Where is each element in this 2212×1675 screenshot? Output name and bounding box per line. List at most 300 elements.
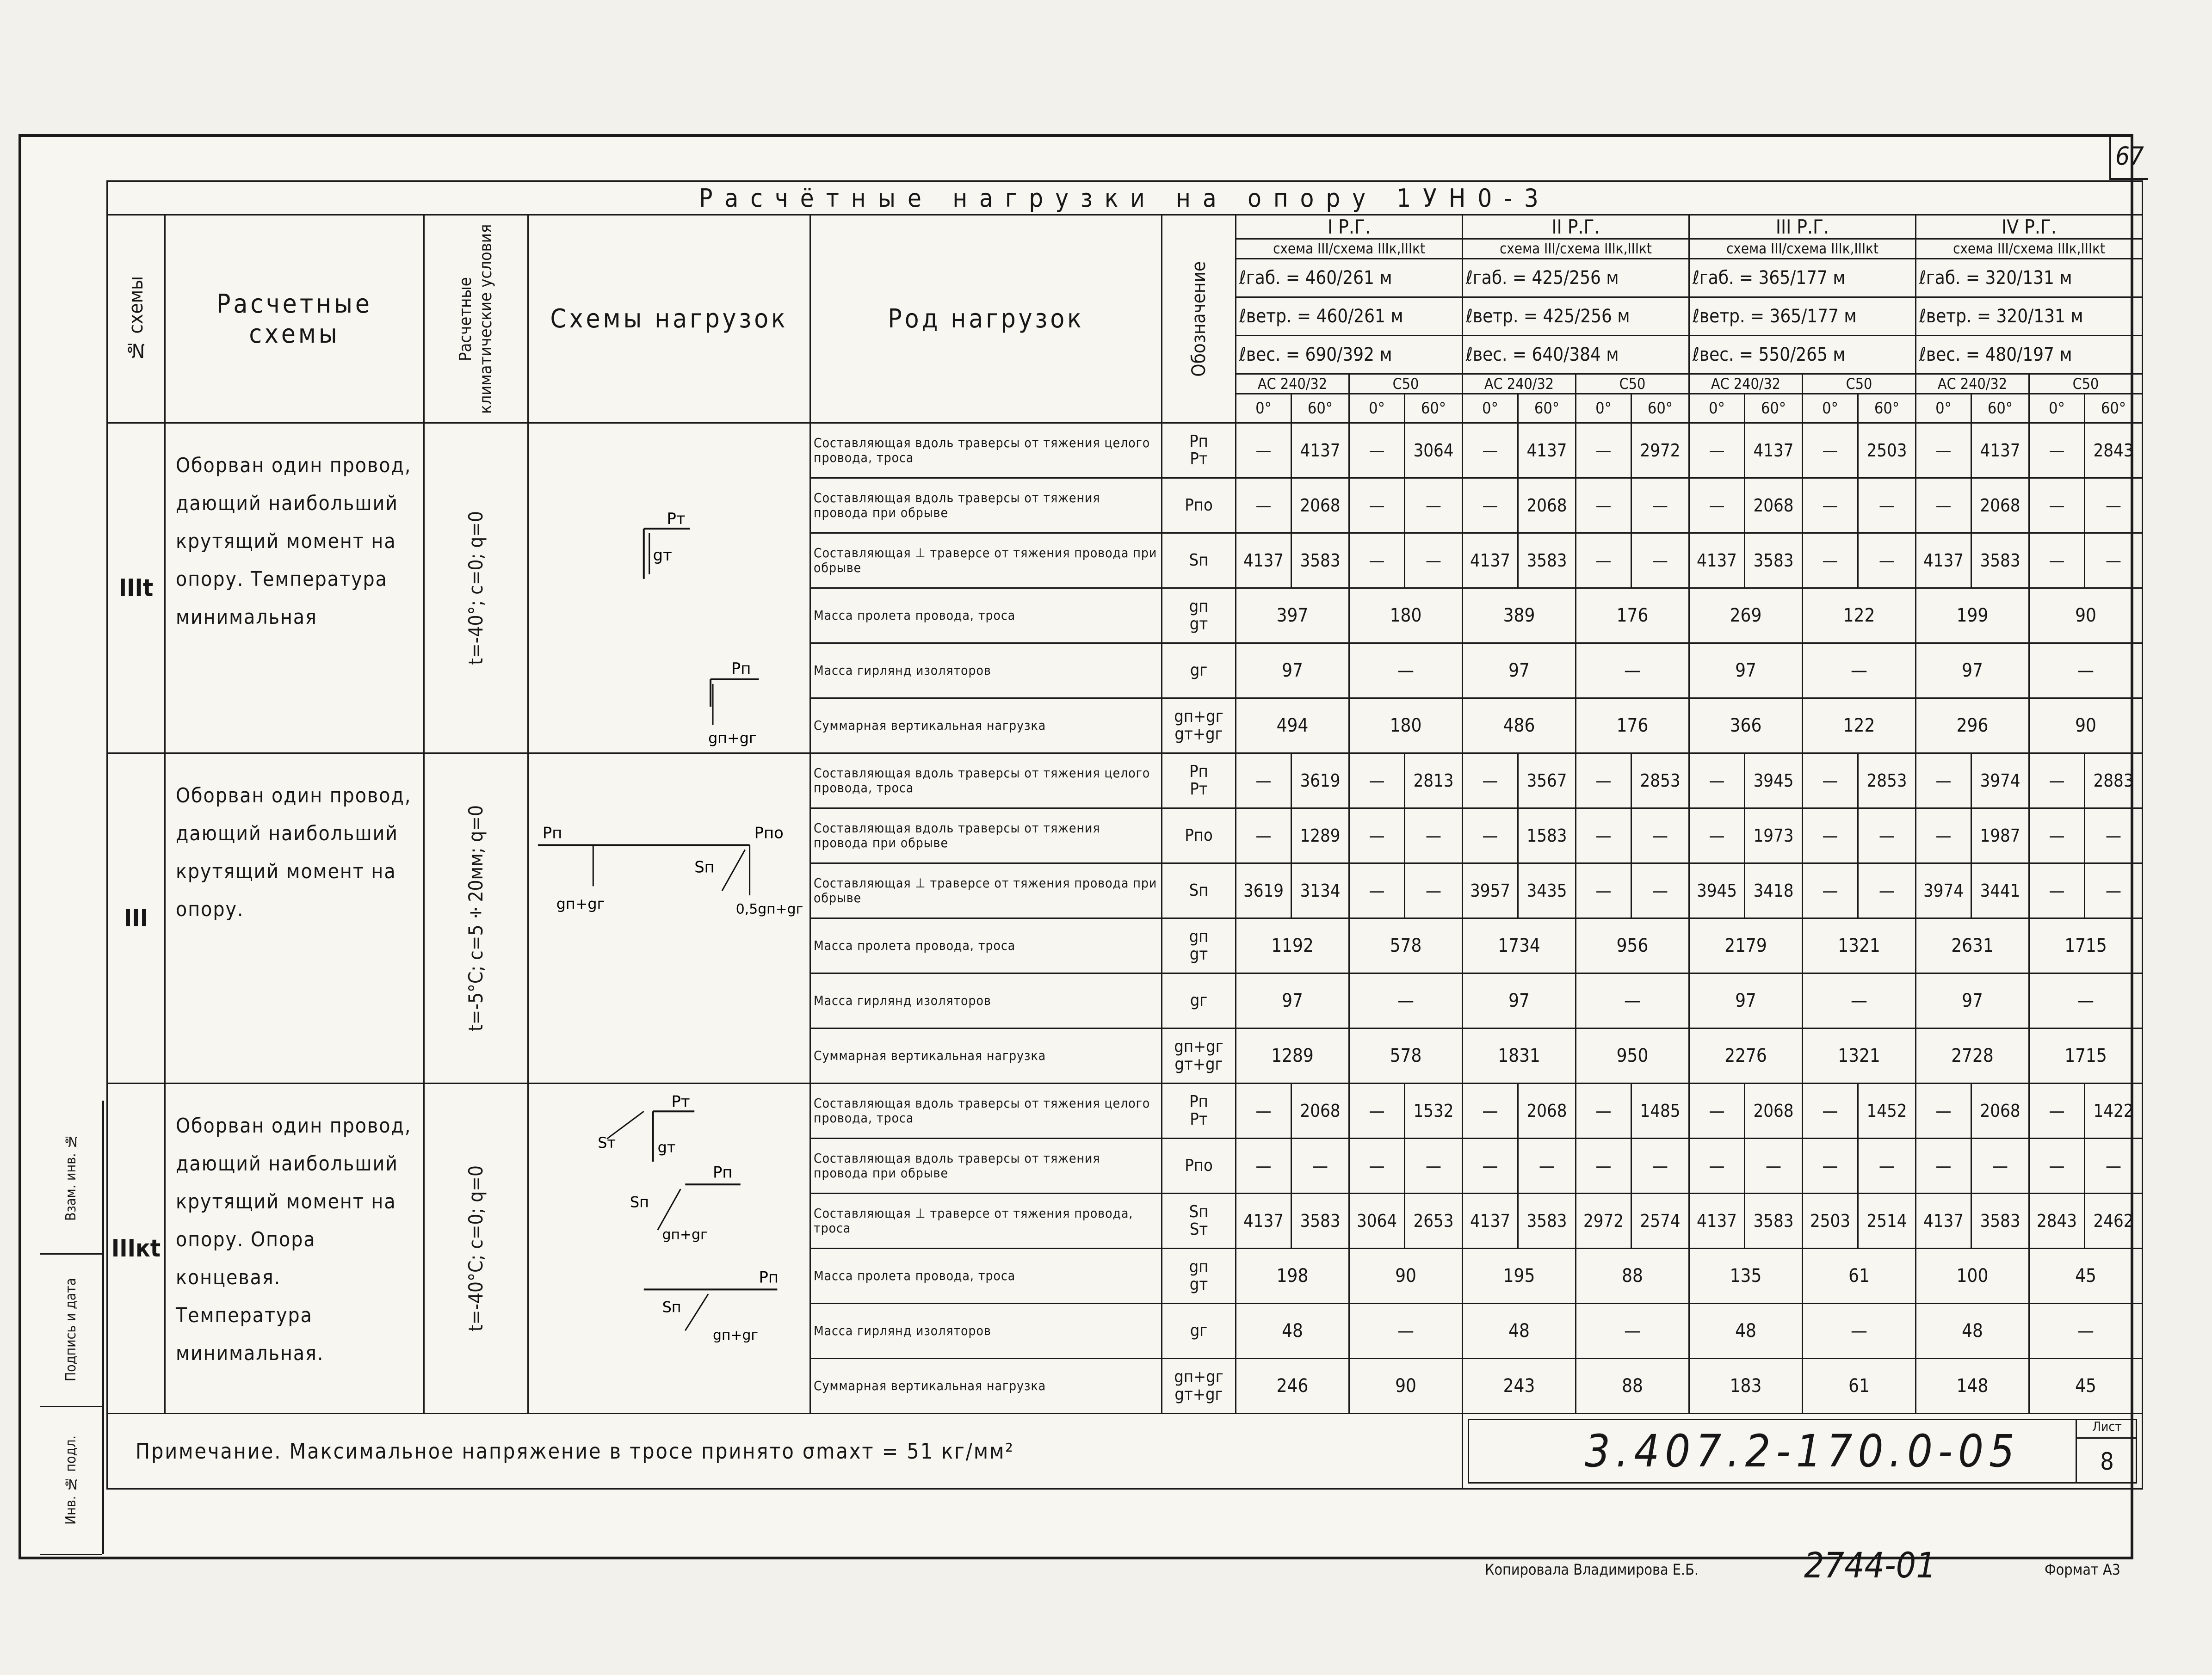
angle-cell: 0°	[1576, 394, 1631, 423]
value-cell: 2462	[2085, 1194, 2143, 1249]
value-cell: —	[1745, 1139, 1803, 1194]
value-cell: —	[1349, 1139, 1405, 1194]
load-symbol: Pп Pт	[1162, 1084, 1236, 1139]
region-3-wire: АС 240/32	[1689, 374, 1803, 394]
value-cell: 950	[1576, 1028, 1689, 1084]
value-cell: —	[2029, 423, 2085, 478]
value-cell: 199	[1916, 588, 2029, 643]
diagram-label: gп+gг	[708, 730, 757, 747]
value-cell: —	[1349, 643, 1463, 698]
value-cell: 3974	[1971, 753, 2029, 808]
value-cell: 1532	[1405, 1084, 1463, 1139]
value-cell: 195	[1463, 1249, 1576, 1304]
region-4-rope: С50	[2029, 374, 2143, 394]
note: Примечание. Максимальное напряжение в тросе принято σmaxт = 51 кг/мм²	[107, 1414, 1463, 1489]
title-block	[1463, 1414, 2143, 1489]
value-cell: 4137	[1291, 423, 1349, 478]
value-cell: 4137	[1689, 533, 1745, 588]
value-cell: 2068	[1291, 1084, 1349, 1139]
diagram-label: gп+gг	[556, 896, 605, 913]
value-cell: 3583	[1971, 533, 2029, 588]
value-cell: 1973	[1745, 808, 1803, 863]
load-symbol: Sп	[1162, 533, 1236, 588]
value-cell: 90	[1349, 1249, 1463, 1304]
value-cell: —	[1803, 478, 1858, 533]
value-cell: 176	[1576, 698, 1689, 753]
value-cell: 45	[2029, 1249, 2143, 1304]
diagram-label: gп+gг	[662, 1226, 708, 1243]
value-cell: —	[1916, 478, 1971, 533]
load-symbol: gп+gг gт+gг	[1162, 1028, 1236, 1084]
value-cell: —	[1576, 1084, 1631, 1139]
value-cell: 3619	[1291, 753, 1349, 808]
value-cell: 2853	[1631, 753, 1689, 808]
value-cell: —	[1689, 1084, 1745, 1139]
value-cell: 3064	[1349, 1194, 1405, 1249]
diagram-label: Pп	[759, 1268, 779, 1287]
value-cell: 4137	[1236, 533, 1291, 588]
load-symbol: gп gт	[1162, 588, 1236, 643]
value-cell: 3619	[1236, 863, 1291, 918]
value-cell: —	[2085, 863, 2143, 918]
scheme-description: Оборван один провод, дающий наибольший крутящий момент на опору. Температура минимальная	[165, 423, 424, 753]
loads-table	[106, 180, 2143, 1490]
value-cell: 1583	[1518, 808, 1576, 863]
region-1-lgab: ℓгаб. = 460/261 м	[1236, 259, 1463, 297]
value-cell: —	[1349, 808, 1405, 863]
value-cell: —	[2029, 643, 2143, 698]
value-cell: 1831	[1463, 1028, 1576, 1084]
header-conditions: Расчетные климатические условия	[424, 215, 528, 423]
angle-cell: 60°	[2085, 394, 2143, 423]
value-cell: —	[1689, 808, 1745, 863]
load-type: Масса гирлянд изоляторов	[810, 1304, 1162, 1359]
copied-by: Копировала Владимирова Е.Б.	[1485, 1561, 1699, 1578]
value-cell: 2068	[1745, 478, 1803, 533]
value-cell: —	[1803, 1304, 1916, 1359]
value-cell: 45	[2029, 1359, 2143, 1414]
value-cell: —	[1803, 423, 1858, 478]
region-4-lves: ℓвес. = 480/197 м	[1916, 336, 2143, 374]
scheme-id: IIIt	[107, 423, 165, 753]
value-cell: 296	[1916, 698, 2029, 753]
value-cell: —	[1349, 423, 1405, 478]
load-symbol: gг	[1162, 973, 1236, 1028]
load-diagram	[528, 423, 810, 753]
value-cell: 3567	[1518, 753, 1576, 808]
value-cell: —	[1236, 423, 1291, 478]
value-cell: 176	[1576, 588, 1689, 643]
scheme-id: IIIкt	[107, 1084, 165, 1414]
value-cell: 2972	[1631, 423, 1689, 478]
side-stamp-replaced: Взам. инв. №	[40, 1101, 102, 1255]
value-cell: 1192	[1236, 918, 1349, 973]
region-3-rope: С50	[1803, 374, 1916, 394]
region-2-title: II Р.Г.	[1463, 215, 1689, 239]
value-cell: —	[1576, 973, 1689, 1028]
value-cell: 3945	[1689, 863, 1745, 918]
value-cell: 2068	[1291, 478, 1349, 533]
header-load-type: Род нагрузок	[810, 215, 1162, 423]
value-cell: 3441	[1971, 863, 2029, 918]
value-cell: —	[2085, 533, 2143, 588]
value-cell: 4137	[1463, 533, 1518, 588]
load-type: Масса гирлянд изоляторов	[810, 973, 1162, 1028]
value-cell: —	[1349, 973, 1463, 1028]
archive-stamp: 2744-01	[1804, 1545, 1936, 1586]
value-cell: 3134	[1291, 863, 1349, 918]
region-3-sub: схема III/схема IIIк,IIIкt	[1689, 239, 1916, 259]
value-cell: —	[1803, 643, 1916, 698]
value-cell: —	[1803, 1084, 1858, 1139]
region-2-lves: ℓвес. = 640/384 м	[1463, 336, 1689, 374]
value-cell: —	[1518, 1139, 1576, 1194]
value-cell: —	[1236, 1139, 1291, 1194]
diagram-label: Pп	[731, 659, 751, 678]
table-row	[107, 423, 2143, 478]
climatic-conditions: t=-40°C; c=0; q=0	[424, 1084, 528, 1414]
table-row	[107, 1084, 2143, 1139]
region-1-wire: АС 240/32	[1236, 374, 1349, 394]
value-cell: 2068	[1745, 1084, 1803, 1139]
value-cell: 97	[1916, 643, 2029, 698]
value-cell: —	[1858, 863, 1916, 918]
load-type: Масса гирлянд изоляторов	[810, 643, 1162, 698]
value-cell: 2503	[1858, 423, 1916, 478]
load-diagram	[528, 753, 810, 1084]
value-cell: 956	[1576, 918, 1689, 973]
value-cell: —	[1631, 478, 1689, 533]
value-cell: 97	[1236, 643, 1349, 698]
angle-cell: 60°	[1291, 394, 1349, 423]
value-cell: 2813	[1405, 753, 1463, 808]
load-symbol: Sп	[1162, 863, 1236, 918]
value-cell: 2574	[1631, 1194, 1689, 1249]
diagram-label: Sп	[630, 1194, 649, 1211]
load-type: Масса пролета провода, троса	[810, 1249, 1162, 1304]
value-cell: —	[1463, 808, 1518, 863]
header-designation: Обозначение	[1162, 215, 1236, 423]
value-cell: 1289	[1236, 1028, 1349, 1084]
value-cell: —	[1463, 1139, 1518, 1194]
value-cell: —	[1858, 808, 1916, 863]
value-cell: 148	[1916, 1359, 2029, 1414]
load-symbol: Sп Sт	[1162, 1194, 1236, 1249]
value-cell: —	[2029, 973, 2143, 1028]
value-cell: —	[1349, 1304, 1463, 1359]
load-type: Составляющая вдоль траверсы от тяжения целого провода, троса	[810, 423, 1162, 478]
value-cell: 183	[1689, 1359, 1803, 1414]
load-type: Составляющая ⊥ траверсе от тяжения провода при обрыве	[810, 863, 1162, 918]
value-cell: —	[1236, 808, 1291, 863]
value-cell: 3583	[1518, 1194, 1576, 1249]
header-scheme-no: № схемы	[107, 215, 165, 423]
value-cell: —	[1803, 808, 1858, 863]
value-cell: 1321	[1803, 1028, 1916, 1084]
diagram-label: 0,5gп+gг	[735, 901, 803, 918]
angle-cell: 0°	[2029, 394, 2085, 423]
sheet-number: 8	[2100, 1448, 2114, 1476]
angle-cell: 60°	[1518, 394, 1576, 423]
value-cell: —	[1631, 863, 1689, 918]
diagram-label: Pт	[671, 1092, 690, 1111]
angle-cell: 0°	[1689, 394, 1745, 423]
load-type: Составляющая ⊥ траверсе от тяжения провода при обрыве	[810, 533, 1162, 588]
header-schemes: Расчетные схемы	[165, 215, 424, 423]
value-cell: —	[1349, 753, 1405, 808]
value-cell: —	[1349, 1084, 1405, 1139]
diagram-label: Sп	[662, 1299, 681, 1316]
diagram-label: Pт	[667, 510, 686, 528]
value-cell: —	[2029, 1139, 2085, 1194]
value-cell: 3064	[1405, 423, 1463, 478]
load-type: Составляющая вдоль траверсы от тяжения провода при обрыве	[810, 808, 1162, 863]
value-cell: 61	[1803, 1249, 1916, 1304]
value-cell: —	[2085, 808, 2143, 863]
load-diagram	[528, 1084, 810, 1414]
value-cell: —	[1576, 643, 1689, 698]
value-cell: 48	[1689, 1304, 1803, 1359]
table-title: Расчётные нагрузки на опору 1УН0-3	[107, 181, 2143, 215]
value-cell: —	[2029, 1304, 2143, 1359]
value-cell: 578	[1349, 1028, 1463, 1084]
region-1-rope: С50	[1349, 374, 1463, 394]
region-4-title: IV Р.Г.	[1916, 215, 2143, 239]
region-2-lgab: ℓгаб. = 425/256 м	[1463, 259, 1689, 297]
value-cell: —	[1858, 478, 1916, 533]
load-type: Составляющая вдоль траверсы от тяжения целого провода, троса	[810, 1084, 1162, 1139]
value-cell: —	[1576, 808, 1631, 863]
value-cell: 4137	[1971, 423, 2029, 478]
document-code: 3.407.2-170.0-05	[1585, 1425, 2020, 1477]
value-cell: 1452	[1858, 1084, 1916, 1139]
value-cell: 3583	[1291, 533, 1349, 588]
load-type: Суммарная вертикальная нагрузка	[810, 1028, 1162, 1084]
value-cell: —	[1576, 423, 1631, 478]
value-cell: 2276	[1689, 1028, 1803, 1084]
angle-cell: 0°	[1463, 394, 1518, 423]
value-cell: 2843	[2029, 1194, 2085, 1249]
value-cell: —	[1916, 753, 1971, 808]
value-cell: 486	[1463, 698, 1576, 753]
value-cell: 397	[1236, 588, 1349, 643]
region-2-wire: АС 240/32	[1463, 374, 1576, 394]
side-stamp-inventory: Инв. № подл.	[40, 1406, 102, 1555]
value-cell: 2068	[1518, 478, 1576, 533]
value-cell: 4137	[1745, 423, 1803, 478]
value-cell: —	[1236, 478, 1291, 533]
value-cell: 3583	[1971, 1194, 2029, 1249]
angle-cell: 60°	[1745, 394, 1803, 423]
value-cell: 3583	[1745, 533, 1803, 588]
value-cell: —	[1916, 1139, 1971, 1194]
region-2-rope: С50	[1576, 374, 1689, 394]
value-cell: —	[1803, 753, 1858, 808]
diagram-label: Pп	[713, 1163, 733, 1182]
value-cell: 100	[1916, 1249, 2029, 1304]
value-cell: —	[1689, 423, 1745, 478]
value-cell: 1715	[2029, 1028, 2143, 1084]
value-cell: 389	[1463, 588, 1576, 643]
value-cell: 3945	[1745, 753, 1803, 808]
page-number: 67	[2109, 134, 2148, 180]
value-cell: —	[2029, 808, 2085, 863]
value-cell: 198	[1236, 1249, 1349, 1304]
value-cell: —	[1858, 533, 1916, 588]
value-cell: 4137	[1916, 533, 1971, 588]
load-symbol: gп gт	[1162, 1249, 1236, 1304]
value-cell: —	[1236, 1084, 1291, 1139]
load-symbol: Pпо	[1162, 478, 1236, 533]
value-cell: —	[1405, 863, 1463, 918]
value-cell: 4137	[1236, 1194, 1291, 1249]
value-cell: 61	[1803, 1359, 1916, 1414]
region-3-lves: ℓвес. = 550/265 м	[1689, 336, 1916, 374]
load-type: Суммарная вертикальная нагрузка	[810, 698, 1162, 753]
climatic-conditions: t=-40°; c=0; q=0	[424, 423, 528, 753]
load-type: Составляющая вдоль траверсы от тяжения целого провода, троса	[810, 753, 1162, 808]
diagram-label: Pпо	[754, 824, 784, 842]
load-diagram-2	[529, 754, 809, 1083]
value-cell: —	[1916, 423, 1971, 478]
value-cell: —	[1463, 1084, 1518, 1139]
value-cell: —	[1576, 753, 1631, 808]
load-symbol: Pп Pт	[1162, 753, 1236, 808]
value-cell: 2068	[1971, 478, 2029, 533]
value-cell: —	[1576, 1304, 1689, 1359]
value-cell: —	[1576, 863, 1631, 918]
load-type: Суммарная вертикальная нагрузка	[810, 1359, 1162, 1414]
value-cell: 2514	[1858, 1194, 1916, 1249]
value-cell: 3435	[1518, 863, 1576, 918]
value-cell: 48	[1463, 1304, 1576, 1359]
diagram-label: Sт	[598, 1135, 616, 1152]
value-cell: —	[1576, 1139, 1631, 1194]
value-cell: 97	[1463, 973, 1576, 1028]
value-cell: —	[1689, 478, 1745, 533]
value-cell: —	[1858, 1139, 1916, 1194]
value-cell: 3418	[1745, 863, 1803, 918]
value-cell: 180	[1349, 698, 1463, 753]
value-cell: 2179	[1689, 918, 1803, 973]
value-cell: —	[1405, 533, 1463, 588]
diagram-label: Sп	[694, 858, 715, 876]
value-cell: 4137	[1689, 1194, 1745, 1249]
load-diagram-3	[529, 1084, 809, 1413]
scheme-id: III	[107, 753, 165, 1084]
value-cell: 3974	[1916, 863, 1971, 918]
value-cell: 2631	[1916, 918, 2029, 973]
load-type: Масса пролета провода, троса	[810, 918, 1162, 973]
load-symbol: gп+gг gт+gг	[1162, 698, 1236, 753]
value-cell: 48	[1916, 1304, 2029, 1359]
value-cell: —	[1349, 478, 1405, 533]
value-cell: 1321	[1803, 918, 1916, 973]
value-cell: 122	[1803, 588, 1916, 643]
load-symbol: gп+gг gт+gг	[1162, 1359, 1236, 1414]
value-cell: —	[1971, 1139, 2029, 1194]
value-cell: —	[2085, 478, 2143, 533]
value-cell: —	[1236, 753, 1291, 808]
diagram-label: gт	[657, 1139, 676, 1157]
value-cell: 2068	[1518, 1084, 1576, 1139]
angle-cell: 0°	[1803, 394, 1858, 423]
value-cell: 2503	[1803, 1194, 1858, 1249]
value-cell: —	[2029, 753, 2085, 808]
value-cell: —	[1689, 1139, 1745, 1194]
load-symbol: Pпо	[1162, 1139, 1236, 1194]
value-cell: —	[1405, 1139, 1463, 1194]
region-2-sub: схема III/схема IIIк,IIIкt	[1463, 239, 1689, 259]
value-cell: 3583	[1518, 533, 1576, 588]
angle-cell: 0°	[1236, 394, 1291, 423]
value-cell: —	[1631, 808, 1689, 863]
value-cell: —	[1463, 423, 1518, 478]
value-cell: 1734	[1463, 918, 1576, 973]
value-cell: 90	[2029, 698, 2143, 753]
region-1-lvetr: ℓветр. = 460/261 м	[1236, 297, 1463, 336]
value-cell: 366	[1689, 698, 1803, 753]
region-3-title: III Р.Г.	[1689, 215, 1916, 239]
region-3-lgab: ℓгаб. = 365/177 м	[1689, 259, 1916, 297]
value-cell: 2883	[2085, 753, 2143, 808]
value-cell: 3583	[1745, 1194, 1803, 1249]
value-cell: —	[1576, 533, 1631, 588]
value-cell: 90	[1349, 1359, 1463, 1414]
load-type: Составляющая вдоль траверсы от тяжения провода при обрыве	[810, 1139, 1162, 1194]
value-cell: 97	[1689, 973, 1803, 1028]
angle-cell: 0°	[1349, 394, 1405, 423]
side-stamp-signature: Подпись и дата	[40, 1253, 102, 1407]
value-cell: —	[1916, 1084, 1971, 1139]
region-4-lvetr: ℓветр. = 320/131 м	[1916, 297, 2143, 336]
value-cell: 97	[1916, 973, 2029, 1028]
angle-cell: 60°	[1971, 394, 2029, 423]
value-cell: —	[1803, 533, 1858, 588]
value-cell: —	[2029, 863, 2085, 918]
value-cell: —	[1803, 863, 1858, 918]
value-cell: 2068	[1971, 1084, 2029, 1139]
scheme-description: Оборван один провод, дающий наибольший крутящий момент на опору.	[165, 753, 424, 1084]
value-cell: 1715	[2029, 918, 2143, 973]
value-cell: —	[1291, 1139, 1349, 1194]
load-symbol: Pп Pт	[1162, 423, 1236, 478]
diagram-label: gт	[653, 546, 672, 565]
value-cell: 180	[1349, 588, 1463, 643]
load-type: Масса пролета провода, троса	[810, 588, 1162, 643]
load-symbol: gг	[1162, 1304, 1236, 1359]
sheet-label: Лист	[2077, 1419, 2137, 1439]
value-cell: —	[1349, 863, 1405, 918]
angle-cell: 60°	[1631, 394, 1689, 423]
load-symbol: Pпо	[1162, 808, 1236, 863]
value-cell: 246	[1236, 1359, 1349, 1414]
value-cell: 2653	[1405, 1194, 1463, 1249]
load-symbol: gп gт	[1162, 918, 1236, 973]
value-cell: —	[2029, 1084, 2085, 1139]
value-cell: 97	[1463, 643, 1576, 698]
load-type: Составляющая вдоль траверсы от тяжения провода при обрыве	[810, 478, 1162, 533]
header-load-schemes: Схемы нагрузок	[528, 215, 810, 423]
value-cell: —	[1576, 478, 1631, 533]
value-cell: —	[1405, 808, 1463, 863]
value-cell: —	[1631, 533, 1689, 588]
value-cell: 122	[1803, 698, 1916, 753]
value-cell: 88	[1576, 1359, 1689, 1414]
value-cell: 3957	[1463, 863, 1518, 918]
value-cell: 269	[1689, 588, 1803, 643]
value-cell: 578	[1349, 918, 1463, 973]
